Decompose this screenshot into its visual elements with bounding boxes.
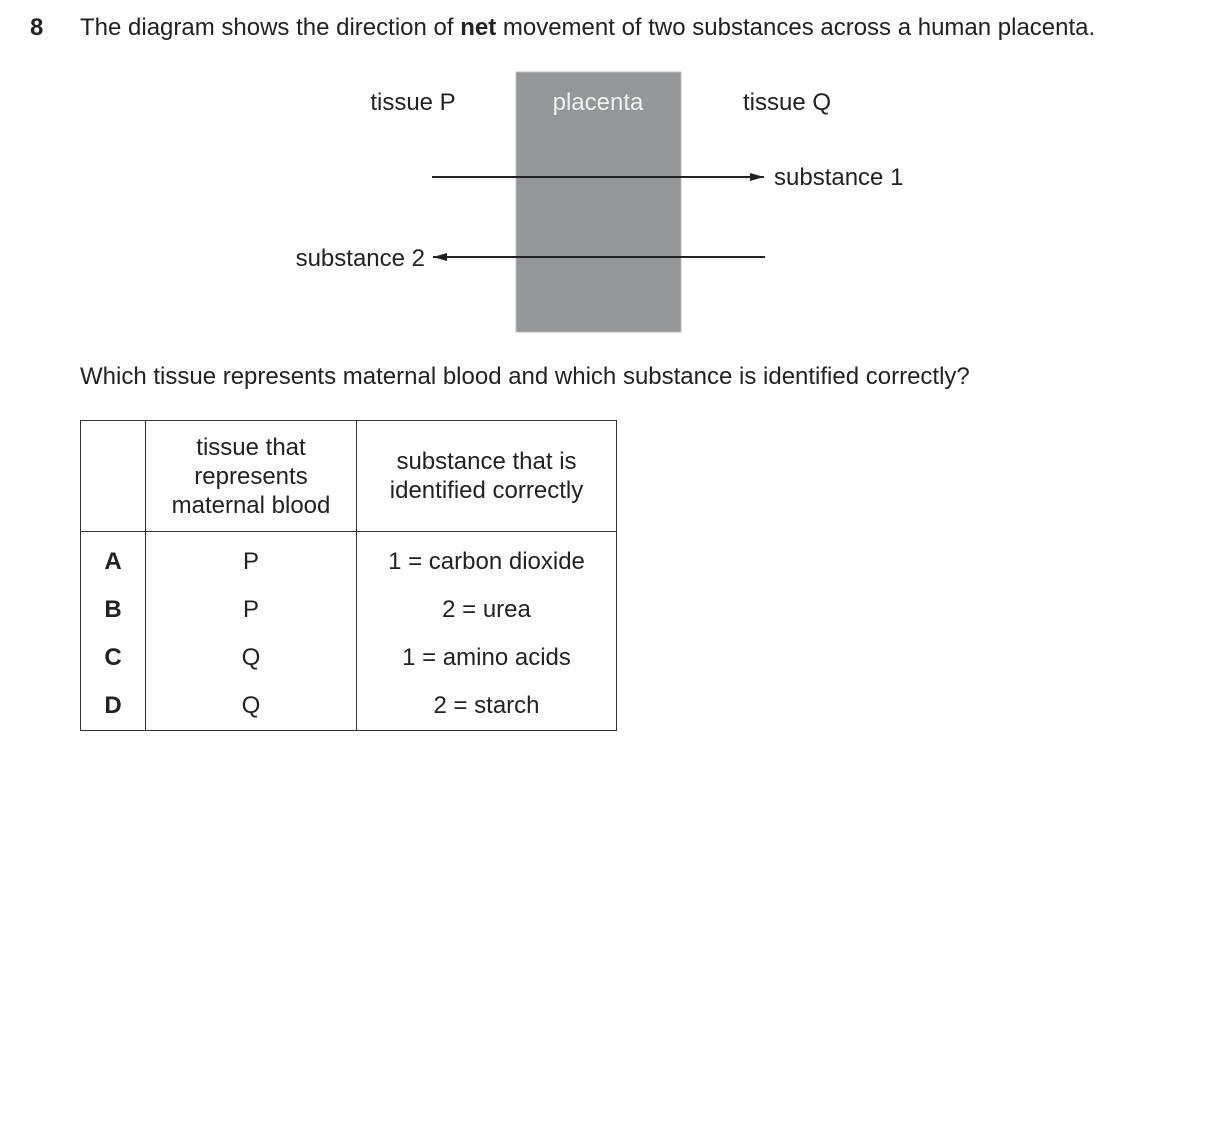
- option-tissue: P: [146, 532, 357, 587]
- answer-row-a[interactable]: [81, 532, 617, 587]
- header-substance-line: substance that is: [396, 448, 577, 475]
- placenta-label: placenta: [552, 89, 644, 116]
- tissue-p-label: tissue P: [370, 89, 456, 116]
- question-prompt: Which tissue represents maternal blood and which substance is identified correctly?: [80, 363, 970, 390]
- question-text-part-1: The diagram shows the direction of: [80, 14, 461, 41]
- question-text-part-2: movement of two substances across a human placenta.: [496, 14, 1096, 41]
- substance-1-label: substance 1: [774, 164, 904, 191]
- answer-table: [80, 420, 617, 731]
- placenta-diagram: [0, 0, 1209, 350]
- option-letter: D: [81, 682, 146, 731]
- option-letter: A: [81, 532, 146, 587]
- header-tissue-line: represents: [194, 462, 308, 490]
- header-tissue-line: tissue that: [196, 433, 306, 461]
- option-tissue: Q: [146, 682, 357, 731]
- header-substance-line: identified correctly: [389, 477, 584, 504]
- header-tissue-line: maternal blood: [171, 491, 331, 519]
- substance-2-label: substance 2: [295, 245, 425, 272]
- option-letter: B: [81, 586, 146, 634]
- answer-row-c[interactable]: [81, 634, 617, 682]
- header-letter-cell: [81, 421, 146, 532]
- option-substance: 1 = carbon dioxide: [357, 532, 617, 587]
- question-number: 8: [30, 14, 44, 41]
- tissue-q-label: tissue Q: [742, 89, 832, 116]
- option-substance: 1 = amino acids: [357, 634, 617, 682]
- option-tissue: Q: [146, 634, 357, 682]
- option-tissue: P: [146, 586, 357, 634]
- option-substance: 2 = urea: [357, 586, 617, 634]
- option-substance: 2 = starch: [357, 682, 617, 731]
- table-header-row: [81, 421, 617, 532]
- header-substance: [357, 421, 617, 532]
- question-text-emphasis: net: [460, 14, 497, 41]
- answer-row-d[interactable]: [81, 682, 617, 731]
- option-letter: C: [81, 634, 146, 682]
- header-tissue: [146, 421, 357, 532]
- answer-row-b[interactable]: [81, 586, 617, 634]
